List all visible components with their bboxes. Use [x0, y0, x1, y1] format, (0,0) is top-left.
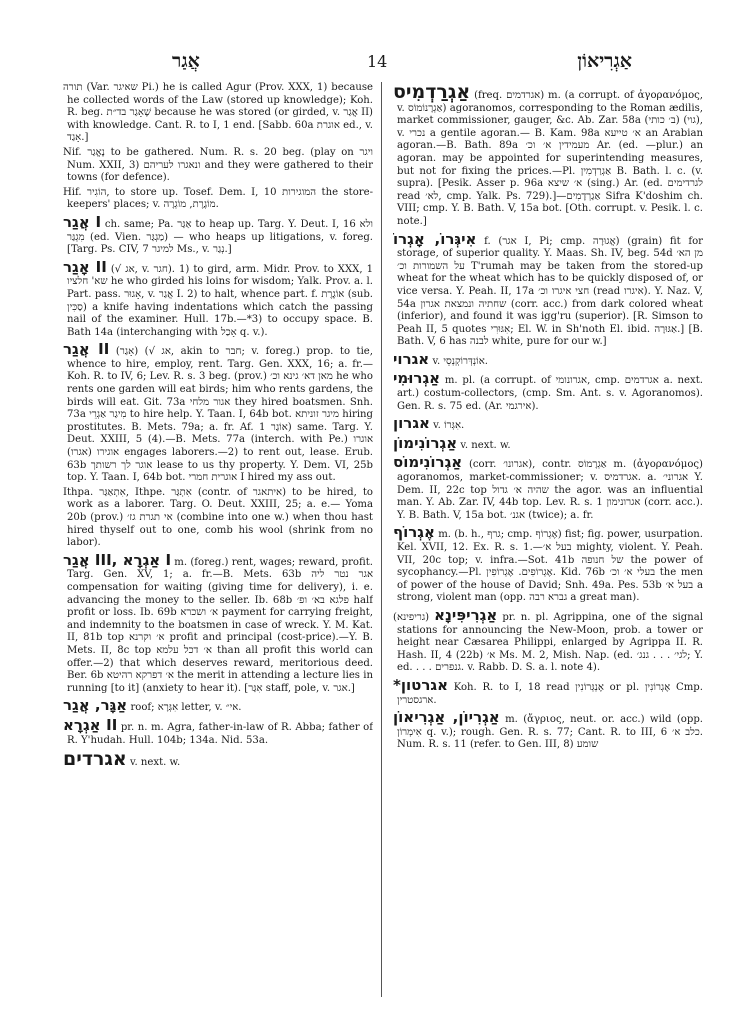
entry-headword: אַגְרוֹנִימוֹס — [393, 453, 463, 472]
entry-text: (√ אג, v. חגר). 1) to gird, arm. Midr. Prov. to XXX, 1 שא' חלציו he who girded his loins for wisdom; Yalk. Prov. a. l. Part. pass. אָגוּר, v. אֲגַר I. 2) to halt, whence part. f. אוֹגֶרֶת (sub. סַכִּין) a knife having indentations which catch the passing nail of the examiner. Hull. 17b.—*3) to occupy space. B. Bath 14a (interchanging with אָכַל q. v.). — [67, 263, 373, 338]
dictionary-entry — [393, 415, 703, 433]
entry-text: m. (foreg.) rent, wages; reward, profit. Targ. Gen. XV, 1; a. fr.—B. Mets. 63b אגר נטר ליה compensation for waiting (giving time for delivery), i. e. advancing the money to the seller. Ib. 68b פלגא בא׳ ופ׳ half profit or loss. Ib. 69b א׳ ושכרא payment for carrying freight, and indemnity to the boatsmen in case of wreck. Y. M. Kat. II, 81b top א׳ וקרנא profit and principal (cost-price).—Y. B. Mets. II, 8c top א׳ דכל עלמא than all profit this world can offer.—2) that which deserves reward, meritorious deed. Ber. 6b א׳ דפרקא רהיטא the merit in attending a lecture lies in running [to it] (anxiety to hear it). [אִגַּר staff, pole, v. אגר.] — [67, 556, 373, 694]
entry-headword: אַגָּר, אֲגַר — [63, 696, 128, 715]
entry-text: ch. same; Pa. אַגַּר to heap up. Targ. Y. Deut. I, 16 ולא מִגְגַּר (ed. Vien. מַגְגַּר) — who heaps up litigations, v. foreg. [Targ. Ps. CIV, 7 למיגר Ms., v. נְגַר.] — [67, 218, 373, 256]
entry-text: (freq. אגרדמים) m. (a corrupt. of ἀγορανόμος, v. אַגְרָנוֹמוֹס) agoranomos, corresponding to the Roman ædilis, market commissioner, gauger, &c. Ab. Zar. 58a (ב׳ כותי) (גוי), v. נכרי a gentile agoran.— B. Kam. 98a א׳ טייעא an Arabian agoran.—B. Bath. 89a מעמידין א׳ וכ׳ Ar. (ed. —plur.) an agoran. may be appointed for superintending measures, but not for fixing the prices.—Pl. אַגְרַדְמִין B. Bath. l. c. (v. supra). [Pesik. Asser p. 96a א׳ שיצא (sing.) Ar. (ed. לגרדימים read לא׳, cmp. Yalk. Ps. 729).]—אַגַרְדָמִים Sifra K'doshim ch. VIII; cmp. Y. B. Bath. V, 15a bot. [Oth. corrupt. v. Pesik. l. c. note.] — [397, 90, 703, 227]
page-number: 14 — [367, 52, 388, 71]
dictionary-entry — [393, 351, 703, 369]
column-divider — [381, 82, 382, 997]
dictionary-entry — [63, 341, 373, 485]
entry-text: תורה (Var. שאיגר Pi.) he is called Agur (Prov. XXX, 1) because he collected words of the Law (stored up knowledge); Koh. R. beg. שֶׁאָגַר בד״ת because he was stored (or girded, v. אֲגַר II) with knowledge. Cant. R. to I, 1 end. [Sabb. 60a אוגרת ed., v. אָגַד.] — [63, 82, 373, 144]
entry-text: v. אִגְּרוֹ. — [433, 420, 465, 432]
entry-headword: אגרון — [393, 414, 430, 433]
entry-text: (אָגַר) (√ אג, akin to חבר; v. foreg.) prop. to tie, whence to hire, employ, rent. Targ. Gen. XXX, 16; a. fr.—Koh. R. to IV, 6; Lev. R. s. 3 beg. (prov.) מאן דא׳ גינא וכ׳ he who rents one garden will eat birds; him who rents gardens, the birds will eat. Git. 73a אגור מלחי they hired boatsmen. Snh. 73a מִיגַר אַגְרֵי to hire help. Y. Taan. I, 64b bot. מיגר זוניתא hiring prostitutes. B. Mets. 79a; a. fr. Af. אוֹגַר 1) same. Targ. Y. Deut. XXIII, 5 (4).—B. Mets. 77a (interch. with Pe.) אוגרו אוגירו (אגרו) engages laborers.—2) to rent out, lease. Erub. 63b אוגר לך רשותך lease to us thy property. Y. Dem. VI, 25b top. Y. Taan. I, 64b bot. אוגרית חמרי I hired my ass out. — [67, 346, 373, 484]
entry-headword: אֲגַר I — [63, 212, 102, 231]
entry-headword: אֲגַר III, אַגְרָא I — [63, 550, 172, 569]
entry-text: m. (b. h., גרף; cmp. אֶגְרוֹף) fist; fig. power, usurpation. Kel. XVII, 12. Ex. R. s. 1.—בעל א׳ mighty, violent. Y. Peah. VII, 20c top; v. infra.—Sot. 41b של חנופה the power of sycophancy.—Pl. אֶגְרוֹפִים. אֶגְרוֹפִין. Kid. 76b בעלי א׳ וכ׳ the men of power of the house of David; Snh. 49a. Pes. 53b בעל א׳ a strong, violent man (opp. גברא רבה a great man). — [397, 529, 703, 604]
right-column — [393, 82, 703, 1002]
entry-headword: אָגַר II — [63, 257, 107, 276]
dictionary-entry — [63, 697, 373, 715]
entry-headword: אגרוי — [393, 349, 430, 368]
entry-text: Hif. הוֹגִיר, to store up. Tosef. Dem. I, 10 המוגירות the store-keepers' places; v. מוֹגֶרֶת, מוֹגְרָה. — [63, 186, 373, 211]
entry-headword: אַגְרָא II — [63, 715, 118, 734]
entry-headword: אַגְרוֹנִימוֹן — [393, 433, 458, 452]
entry-headword: אֲגַר II — [63, 340, 110, 359]
entry-headword: אגרדים — [63, 748, 127, 771]
dictionary-entry — [63, 187, 373, 212]
dictionary-entry — [393, 677, 703, 707]
entry-headword: אַגְרוּמִי — [393, 369, 441, 388]
entry-headword: אַגְרִיפִּינָא — [434, 605, 498, 624]
entry-text: Nif. נֶאֱגַר to be gathered. Num. R. s. 20 beg. (play on ויגר Num. XXII, 3) ונאגרו לעריהם and they were gathered to their towns (for defence). — [63, 146, 373, 184]
page-header — [62, 50, 702, 76]
dictionary-entry — [63, 487, 373, 550]
entry-text: m. pl. (a corrupt. of אגרונומי, cmp. אגרדמים a. next. art.) costum-collectors, (cmp. Sm. Ant. s. v. Agoranomos). Gen. R. s. 75 ed. (Ar. אירגמי). — [397, 375, 703, 412]
dictionary-entry — [63, 214, 373, 257]
entry-text: Ithpa. אִתְאַגַּר, Ithpe. אִתְגַּר (contr. of איתאגר) to be hired, to work as a laborer. Targ. O. Deut. XXIII, 25; a. e.— Yoma 20b (prov.) אי תגרת גז׳ (combine into one w.) when thou hast hired thyself out to one, comb his wool (shrink from no labor). — [63, 486, 373, 549]
dictionary-entry — [393, 709, 703, 752]
entry-text: Koh. R. to I, 18 read אֶנְגְּרוֹנִין or pl. אֶגְרוֹנִין Cmp. ארגסטרין. — [397, 681, 703, 706]
dictionary-entry — [393, 231, 703, 349]
dictionary-entry — [63, 82, 373, 145]
dictionary-entry — [393, 370, 703, 413]
dictionary-entry — [63, 147, 373, 185]
entry-text: f. (אגר I, Pi; cmp. אֲגוּרָה) (grain) fit for storage, of superior quality. Y. Maas. Sh. IV, beg. 54d מן הא׳ על השמורות וכ׳ T'rumah may be taken from the stored-up wheat for the wheat which has to be quickly disposed of, or vice versa. Y. Peah. II, 17a חצי איגרו וכ׳ (read איגרו). Y. Naz. V, 54a שחתיה ונמצאת אגרון (corr. acc.) from dark colored wheat (inferior), and found it was igg'ru (superior). [R. Simson to Peah II, 5 quotes אִגּוּרִי; El. W. in Sh'noth El. ibid. אַגּוּרָה.] [B. Bath. V, 6 has לבנה white, pure for our w.] — [397, 235, 703, 348]
entry-text: v. next. w. — [129, 757, 181, 769]
entry-headword: אַגְרִיוֹן, אַגְרִיאוֹן — [393, 708, 500, 727]
entry-headword: אִיגְּרוֹ, אָגְרוֹ — [393, 229, 477, 248]
dictionary-entry — [393, 435, 703, 453]
dictionary-entry — [393, 524, 703, 605]
entry-text: (גריפינא) pr. n. pl. Agrippina, one of the signal stations for announcing the New-Moon, prob. a tower or height near Cæsarea Philippi, enlarged by Agrippa II. R. Hash. II, 4 (22b) א׳ Ms. M. 2, Mish. Nap. (ed. לגי׳ . . . גנג׳; Y. ed. . . . גנפרים. v. Rabb. D. S. a. l. note 4). — [393, 611, 703, 674]
dictionary-entry — [63, 749, 373, 770]
entry-headword: *אגרטון — [393, 675, 448, 694]
header-right-word: אַגְרִיאוֹן — [577, 50, 632, 72]
entry-text: v. אוֹנְדְּרוֹקְנְסֵי. — [432, 355, 488, 367]
entry-text: pr. n. m. Agra, father-in-law of R. Abba; father of R. Y'hudah. Hull. 104b; 134a. Nid. 53a. — [67, 721, 373, 746]
entry-text: m. (ἄγριος, neut. or. acc.) wild (opp. אִימְרוֹן q. v.); rough. Gen. R. s. 77; Cant. R. to III, 6 כלב א׳. Num. R. s. 11 (refer. to Gen. III, 8) שומע — [397, 714, 703, 751]
entry-text: (corr. אגרונו׳), contr. אַגְרָמוֹס m. (ἀγορανόμος) agoranomos, market-commissioner; v. אגרדמיס. a. אגרוני׳ Y. Dem. II, 22c top שהיה א׳ גדול the agor. was an influential man. Y. Ab. Zar. IV, 44b top. Lev. R. s. 1 אגרונימון (corr. acc.). Y. B. Bath. V, 15a bot. אגנ׳ (twice); a. fr. — [397, 459, 703, 521]
entry-text: roof; אִגְּרָא letter, v. אי״. — [130, 702, 242, 714]
entry-headword: אֶגְרוֹף — [393, 523, 435, 542]
dictionary-entry — [393, 82, 703, 229]
entry-text: v. next. w. — [460, 439, 511, 451]
header-left-word: אֲגַר — [172, 50, 200, 72]
dictionary-entry — [63, 259, 373, 340]
left-column — [63, 82, 373, 1002]
dictionary-entry — [63, 717, 373, 747]
dictionary-entry — [393, 607, 703, 675]
dictionary-entry — [63, 552, 373, 696]
dictionary-entry — [393, 454, 703, 522]
entry-headword: אַגְרַדְמִיס — [393, 82, 471, 103]
